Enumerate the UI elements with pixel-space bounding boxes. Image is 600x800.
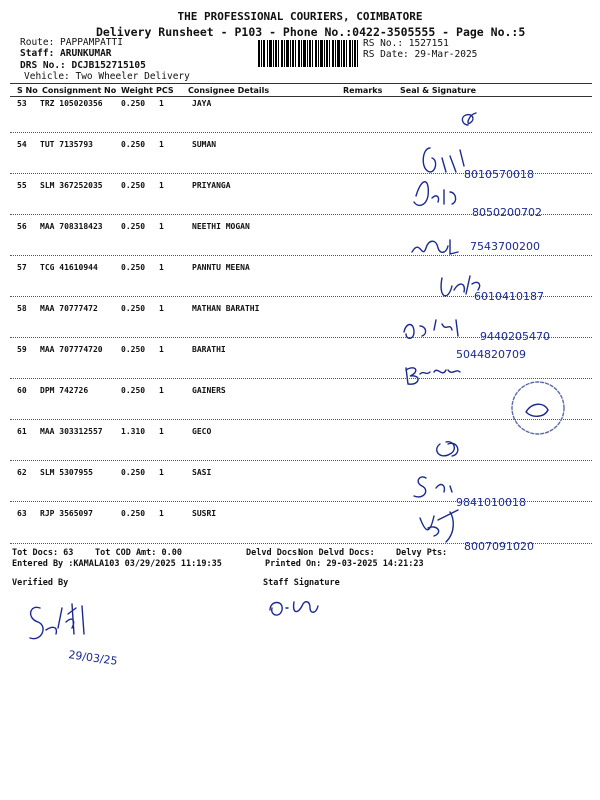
row-consignment: TUT 7135793 <box>40 140 93 149</box>
row-consignment: TRZ 105020356 <box>40 99 103 108</box>
row-pcs: 1 <box>159 181 164 190</box>
row-pcs: 1 <box>159 427 164 436</box>
signature-56 <box>412 240 458 254</box>
row-pcs: 1 <box>159 140 164 149</box>
row-sno: 57 <box>17 263 27 272</box>
row-pcs: 1 <box>159 304 164 313</box>
runsheet-title: Delivery Runsheet - P103 - Phone No.:0422-3505555 - Page No.:5 <box>96 25 526 39</box>
col-consignment: Consignment No <box>42 86 117 95</box>
handwritten-signatures <box>380 100 600 560</box>
route-label: Route: PAPPAMPATTI <box>20 37 123 48</box>
row-consignment: SLM 5307955 <box>40 468 93 477</box>
row-weight: 0.250 <box>121 263 146 272</box>
row-weight: 0.250 <box>121 140 146 149</box>
row-weight: 0.250 <box>121 345 146 354</box>
row-consignee: BARATHI <box>192 345 226 354</box>
header-bottom-rule <box>10 96 592 97</box>
row-sno: 55 <box>17 181 27 190</box>
row-consignment: TCG 41610944 <box>40 263 98 272</box>
signature-59 <box>406 368 460 384</box>
row-consignee: JAYA <box>192 99 212 108</box>
row-consignee: SUSRI <box>192 509 217 518</box>
row-weight: 0.250 <box>121 509 146 518</box>
row-weight: 0.250 <box>121 99 146 108</box>
col-weight: Weight <box>121 86 153 95</box>
row-consignment: SLM 367252035 <box>40 181 103 190</box>
staff-label: Staff: ARUNKUMAR <box>20 48 112 59</box>
row-sno: 58 <box>17 304 27 313</box>
row-sno: 54 <box>17 140 27 149</box>
row-pcs: 1 <box>159 509 164 518</box>
row-weight: 1.310 <box>121 427 146 436</box>
row-consignee: GECO <box>192 427 212 436</box>
stamp-60 <box>512 382 564 434</box>
non-delivered-docs: Non Delvd Docs: <box>298 548 375 558</box>
total-cod: Tot COD Amt: 0.00 <box>95 548 182 558</box>
signature-58 <box>404 320 458 338</box>
rs-number: RS No.: 1527151 <box>363 38 449 49</box>
signature-53 <box>462 113 476 125</box>
row-consignment: DPM 742726 <box>40 386 89 395</box>
col-pcs: PCS <box>156 86 174 95</box>
verifier-signature <box>20 598 140 668</box>
handwritten-phone-62: 9841010018 <box>456 496 526 509</box>
row-sno: 60 <box>17 386 27 395</box>
row-sno: 56 <box>17 222 27 231</box>
handwritten-phone-63: 8007091020 <box>464 540 534 553</box>
col-sno: S No <box>17 86 38 95</box>
row-sno: 62 <box>17 468 27 477</box>
handwritten-phone-57: 6010410187 <box>474 290 544 303</box>
verified-by-label: Verified By <box>12 578 69 588</box>
row-consignment: MAA 708318423 <box>40 222 103 231</box>
row-weight: 0.250 <box>121 181 146 190</box>
row-consignee: GAINERS <box>192 386 226 395</box>
signature-62 <box>414 477 452 497</box>
row-pcs: 1 <box>159 386 164 395</box>
total-docs: Tot Docs: 63 <box>12 548 74 558</box>
row-consignee: MATHAN BARATHI <box>192 304 260 313</box>
row-weight: 0.250 <box>121 386 146 395</box>
col-consignee: Consignee Details <box>188 86 270 95</box>
delivery-points: Delvy Pts: <box>396 548 448 558</box>
company-title: THE PROFESSIONAL COURIERS, COIMBATORE <box>177 10 423 23</box>
row-pcs: 1 <box>159 99 164 108</box>
entered-by: Entered By :KAMALA103 03/29/2025 11:19:35 <box>12 559 222 569</box>
handwritten-phone-56: 7543700200 <box>470 240 540 253</box>
verified-date: 29/03/25 <box>67 648 119 668</box>
row-consignee: SUMAN <box>192 140 217 149</box>
row-weight: 0.250 <box>121 468 146 477</box>
row-sno: 53 <box>17 99 27 108</box>
handwritten-phone-59: 5044820709 <box>456 348 526 361</box>
header-top-rule <box>10 83 592 84</box>
row-sno: 63 <box>17 509 27 518</box>
barcode <box>258 40 358 67</box>
row-consignee: PANNTU MEENA <box>192 263 250 272</box>
row-sno: 59 <box>17 345 27 354</box>
row-consignment: RJP 3565097 <box>40 509 93 518</box>
staff-signature-label: Staff Signature <box>263 578 340 588</box>
handwritten-phone-58: 9440205470 <box>480 330 550 343</box>
row-consignment: MAA 70777472 <box>40 304 98 313</box>
handwritten-phone-55b: 8050200702 <box>472 206 542 219</box>
row-consignee: SASI <box>192 468 212 477</box>
row-weight: 0.250 <box>121 304 146 313</box>
row-consignment: MAA 707774720 <box>40 345 103 354</box>
vehicle-label: Vehicle: Two Wheeler Delivery <box>24 71 190 82</box>
row-consignment: MAA 303312557 <box>40 427 103 436</box>
row-pcs: 1 <box>159 222 164 231</box>
signature-54 <box>423 148 464 172</box>
row-weight: 0.250 <box>121 222 146 231</box>
printed-on: Printed On: 29-03-2025 14:21:23 <box>265 559 424 569</box>
row-pcs: 1 <box>159 263 164 272</box>
delivered-docs: Delvd Docs: <box>246 548 303 558</box>
handwritten-phone-55: 8010570018 <box>464 168 534 181</box>
drs-label: DRS No.: DCJB152715105 <box>20 60 146 71</box>
row-sno: 61 <box>17 427 27 436</box>
staff-signature <box>260 592 360 622</box>
row-consignee: PRIYANGA <box>192 181 231 190</box>
row-pcs: 1 <box>159 345 164 354</box>
row-pcs: 1 <box>159 468 164 477</box>
col-seal-signature: Seal & Signature <box>400 86 477 95</box>
signature-63 <box>420 510 458 542</box>
col-remarks: Remarks <box>343 86 383 95</box>
signature-61 <box>437 442 458 456</box>
rs-date: RS Date: 29-Mar-2025 <box>363 49 478 60</box>
signature-55 <box>414 182 456 206</box>
row-consignee: NEETHI MOGAN <box>192 222 250 231</box>
